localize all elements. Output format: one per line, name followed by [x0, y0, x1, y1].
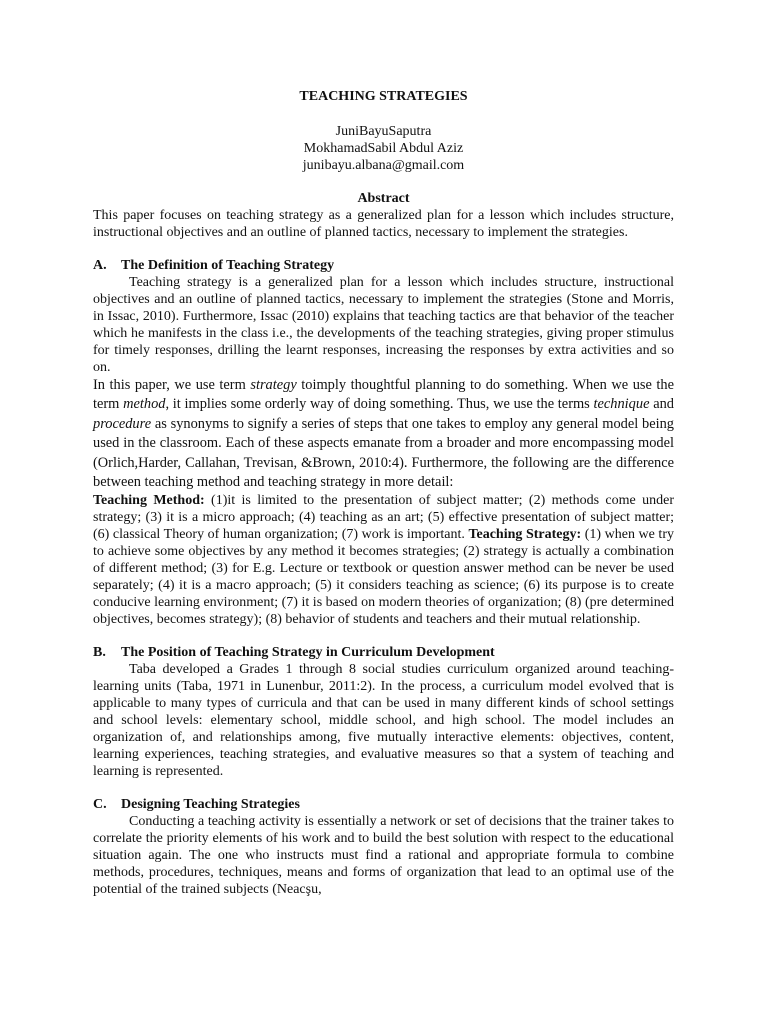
- section-a-paragraph-1: Teaching strategy is a generalized plan for a lesson which includes structure, instructional objectives and an outline of planned tactics, necessary to implement the strategies (Stone and Morris, in Issac, 2010). Furthermore, Issac (2010) explains that teaching tactics are that behavior of the teacher which he manifests in the class i.e., the developments of the teaching strategies, giving proper stimulus for timely responses, drilling the learnt responses, increasing the responses by extra activities and so on.: [93, 275, 674, 375]
- teaching-strategy-text: (1) when we try to achieve some objectives by any method it becomes strategies; (2) strategy is actually a combination of different method; (3) for E.g. Lecture or textbook or question answer method can be never be used separately; (4) it is a macro approach; (5) it considers teaching as science; (6) its purpose is to create conducive learning environment; (7) it is based on modern theories of organization; (8) (pre determined objectives, becomes strategy); (8) behavior of students and teachers and their mutual relationship.: [93, 527, 674, 628]
- section-b-heading: [93, 644, 674, 661]
- section-c-heading: [93, 796, 674, 813]
- author-name-2: MokhamadSabil Abdul Aziz: [303, 141, 464, 156]
- p2-text-e: as synonyms to signify a series of steps that one takes to employ any general model being used in the classroom. Each of these aspects emanate from a broader and more encompassing model (Orlich,Harder, Callahan, Trevisan, &Brown, 2010:4). Furthermore, the following are the difference between teaching method and teaching strategy in more detail:: [93, 415, 674, 491]
- section-b-paragraph-1: Taba developed a Grades 1 through 8 social studies curriculum organized around teaching-learning units (Taba, 1971 in Lunenbur, 2011:2). In the process, a curriculum model evolved that is applicable to many types of curricula and that can be used in many different kinds of school settings and school levels: elementary school, middle school, and high school. The model includes an organization of, and relationships among, five mutually interactive elements: objectives, content, learning experiences, teaching strategies, and evaluative measures so that a system of teaching and learning is represented.: [93, 662, 674, 780]
- p2-text-a: In this paper, we use term: [93, 377, 251, 393]
- section-b-title: The Position of Teaching Strategy in Curriculum Development: [121, 645, 495, 661]
- teaching-strategy-label: Teaching Strategy:: [468, 527, 582, 543]
- p2-term-procedure: procedure: [93, 415, 152, 432]
- p2-term-technique: technique: [593, 396, 650, 413]
- teaching-method-text: (1)it is limited to the presentation of subject matter; (2) methods come under strategy; (3) it is a micro approach; (4) teaching as an art; (5) effective presentation of subject matter; (6) classical Theory of human organization; (7) work is important.: [93, 493, 674, 543]
- abstract-heading: Abstract: [357, 191, 410, 206]
- teaching-method-label: Teaching Method:: [93, 493, 205, 509]
- p2-text-d: and: [649, 396, 674, 413]
- author-name-1: JuniBayuSaputra: [335, 124, 432, 139]
- paper-title: TEACHING STRATEGIES: [299, 89, 468, 104]
- document-body: [93, 88, 674, 898]
- p2-text-c: , it implies some orderly way of doing something. Thus, we use the terms: [165, 396, 594, 413]
- section-a-title: The Definition of Teaching Strategy: [121, 258, 335, 273]
- p2-term-strategy: strategy: [250, 377, 297, 393]
- section-c-paragraph-1: Conducting a teaching activity is essentially a network or set of decisions that the trainer takes to correlate the priority elements of his work and to build the best solution with respect to the educational situation again. The one who instructs must find a rational and appropriate formula to combine methods, procedures, techniques, means and forms of organization that lead to an optimal use of the potential of the trained subjects (Neacşu,: [93, 814, 674, 898]
- section-a-paragraph-3: [93, 492, 674, 628]
- section-a-heading: [93, 257, 674, 274]
- abstract-text: This paper focuses on teaching strategy as a generalized plan for a lesson which includes structure, instructional objectives and an outline of planned tactics, necessary to implement the strategies.: [93, 208, 674, 240]
- author-email: junibayu.albana@gmail.com: [302, 158, 465, 173]
- p2-term-method: method: [123, 396, 166, 413]
- section-a-letter: A.: [93, 258, 107, 273]
- section-b-letter: B.: [93, 645, 106, 661]
- author-block: [93, 123, 674, 174]
- section-c-letter: C.: [93, 797, 107, 813]
- p2-text-b: toimply thoughtful planning to do something. When we use the term: [93, 377, 674, 413]
- section-a-paragraph-2: [93, 376, 674, 492]
- section-c-title: Designing Teaching Strategies: [121, 797, 300, 813]
